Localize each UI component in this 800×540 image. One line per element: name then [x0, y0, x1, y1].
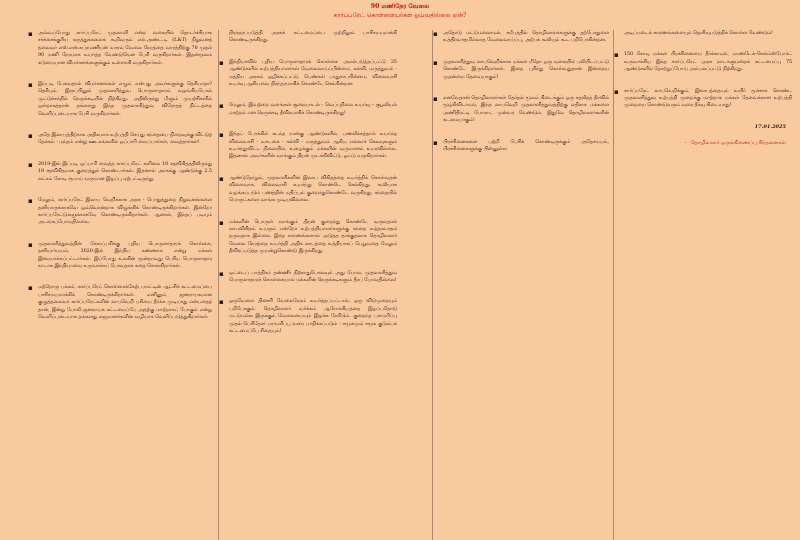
paragraph: [219, 102, 397, 117]
paragraph: [219, 270, 397, 285]
paragraph-text: அதோடு மட்டுமல்லாமல், சமீபத்தில் தொழிலாளர்களுக்கு தற்போதுள்ள உத்திரவாதமில்லாத வேலைவாய்ப்பு, அற்பக் கூலியும் கூட பறிபோகின்றன.: [443, 31, 609, 44]
paragraph-text: முதலாளித்துவ லாபவெறிக்காக மக்கள் மீதோ ஒரு வகையில் பலியிடப்பட்டு கொண்டே இருக்கிறார்கள். இதை புரிந்து கொள்வதுதான் இன்றைய முதன்மை தேவையாகும்!: [443, 59, 609, 80]
paragraph: [219, 131, 397, 161]
bullet-icon: ▪: [28, 159, 33, 169]
paragraph-text: இந்தப் போக்கில் கடந்த நான்கு ஆண்டுகளில், பணவீக்கத்தால் உயர்ந்த விலைவாசி - வாடகை - கல்வி - மருத்துவம் ஆகிய எல்லாச் செலவுகளும் உயர்ந்துவிட்ட நிலையில், உழைக்கும் மக்களின் வருமானம் உயரவில்லை. இதனால் அவர்களின் வாங்கும் திறன் முடக்கிவிட்டு, ஓட்டு வருகிறார்கள்.: [229, 132, 397, 160]
paragraph-text: ஒட்டைப் பாத்திரம் தண்ணீர் நிற்காதுபோலவும் அது போல, முதலாளித்துவ பொருளாதாரக் கொள்கையால் மக்களின் நெருக்கடிகளும் தீரப் போவதில்லை!: [229, 270, 397, 283]
bullet-icon: ▪: [219, 57, 224, 67]
paragraph: [28, 284, 212, 321]
paragraph-text: அதே இலாபத்திற்காக அதிகமாக உற்பத்தி செய்து சந்தையை நிறைவுக்கு விட்டுத் தேக்கம் - மந்தம் என்று ஊடகங்களில் ஒப்பாரி வைப்பார்கள், வைத்தார்கள்!: [38, 133, 212, 146]
page-title: 90 மணிநேர வேலை: [370, 3, 430, 10]
paragraph: [433, 95, 609, 125]
paragraph-text: ஆண்டுதோறும், முதலாளிகளின் இலாப விகிதத்தை உயர்த்திக் கொள்வதன் விளைவாக, விலைவாசி உயர்ந்து கொண்டே செல்கிறது. கூலியாக வழங்கப்படும் பணத்தின் மதிப்பும் குறைந்துகொண்டே வருகிறது. சந்தையில் பொருட்களை வாங்க முடியவில்லை.: [229, 175, 397, 204]
paragraph: [433, 139, 609, 154]
paragraph: [28, 30, 212, 67]
bullet-icon: ▪: [28, 239, 33, 249]
bullet-icon: ▪: [614, 50, 619, 60]
paragraph-text: முதலாளித்துவத்தின் கோரப்பசிக்கு புதிய பொருளாதாரக் கொள்கை, தனியார்மயம், 2020-இல் இந்திய கண்ணாக என்று மக்கள் இரையாக்கப்பட்டார்கள். இப்போது உலகின் மூன்றாவது பெரிய பொருளாதார நாடாக இந்தியாவை உருவாக்கப் போவதாக கதை சொல்கிறார்கள்.: [38, 241, 212, 269]
column-1: [28, 30, 212, 540]
paragraph: [219, 59, 397, 89]
paragraph-text: அவ்வப்போது கார்ப்பரேட் முதலாளி என்ற வகையில் தொடர்ச்சியாக சர்ச்சைக்குரிய கருத்துக்களைக் கூறிவரும் எல்.அண்ட்.டி (L&T) நிறுவனத் தலைவர் எஸ்.என்.சுப்ரமணியன் வாரம் வேலை நேரத்தை வாரத்திற்கு 70 முதல் 90 மணி நேரமாக உயர்த்த வேண்டுமென பேசி வருகிறார்கள். இதன்மூலம் கடுமையான விமர்சனங்களுக்கும் உள்ளாகி வருகிறார்கள்.: [38, 31, 212, 66]
paragraph-text: 2019-இல் இப்படி ஒப்பாரி வைத்த கார்ப்பரேட் களிலை 10 சதவிகிதத்திலிருந்து 18 சதவிகிதமாக குறைத்துக் கொண்டார்கள். இதனால் அரசுக்கு ஆண்டுக்கு 2.5 லட்சம் கோடி ரூபாய் வருமான இழப்பு ஏற்பட்டிருந்து.: [38, 161, 212, 182]
paragraph-text: பிரச்சினைகளை பற்றி பேசிக் கொண்டிருக்கும் அதேசமயம், பிரச்சினைகளுக்கு பின்னுள்ள: [443, 139, 609, 153]
bullet-icon: ▪: [28, 196, 33, 206]
bullet-icon: ▪: [614, 86, 619, 96]
bullet-icon: ▪: [28, 80, 33, 90]
paragraph-text: மக்களின் பொருள் வாங்கும் திறன் குறைந்து கொண்டே வருவதால் லாபவிகிதம் உயரும் என்றோ உற்பத்தியாளர்களுக்கு சந்தை உத்தரவாதம் தருவதாக இல்லை. இந்த காரணங்களால் அடுத்த தாக்குதலாக தொழிலாளர் வேலை நேரத்தை உயர்த்தி அதிக லாபத்தை உத்தியாகப் பெறுவதை மேலும் தீவிரப்படுத்த முயன்றுகொண்டு இருக்கிறது.: [229, 219, 397, 255]
paragraph-text: 150 கோடி மக்கள் பிரச்சினையை தீர்க்காமல், மாண்டேக்-செல்ம்ஸ்போர்ட் உருவாக்கிய இந்த கார்ப்பரேட் அரசு நாடாளுமன்றக் கட்டமைப்பு 75 ஆண்டுகளில் தோற்றுப்போய் அம்பலப்பட்டு நிற்கிறது.: [624, 52, 792, 73]
bullet-icon: ▪: [219, 130, 224, 140]
paragraph: [614, 51, 792, 73]
paragraph-text: எனவேதான் தொழிலாளர்கள் தேர்தல் மூலம் கிடைக்கும் ஒரு சதவீதத் தீர்வில் மூழ்கிவிடாமல், இந்த லாபவெறி முதலாளித்துவத்திற்கு எதிராக மக்களை அணிதிரட்டி போராட முன்வர வேண்டும். இதுவே தொழிலாளர்களின் கடமையாகும்!: [443, 96, 609, 124]
bullet-icon: ▪: [219, 217, 224, 227]
paragraph: [28, 241, 212, 271]
paragraph: [219, 298, 397, 335]
bullet-icon: ▪: [433, 29, 438, 38]
paragraph: [433, 30, 609, 45]
paragraph-text: மேலும், இவற்றை வளங்கள் சூறையாடல் - வெப்பநிலை உயர்வு - சூழலியல் மாற்றம் என நெருக்கடி தீவிரமாகிக் கொண்டிருக்கிறது!: [229, 103, 397, 116]
paragraph: [219, 219, 397, 256]
bullet-icon: ▪: [433, 137, 438, 147]
bullet-icon: ▪: [28, 131, 33, 141]
paragraph-text: ஒருவேளை தினசரி வேலைநேரம் உயர்த்தப்பட்டால், ஒரு விடுமுறையும் பறிபோகும். தொழிலாளர் வர்க்கம் ஆரோக்கியத்தை இழப்பதோடு மட்டுமல்ல இருக்கும் வேலையையும் இழக்க நேரிடும். குறைந்த பராமரிப்பு முதல் பெரிதோர் பராமரிப்பு வரை பாதிக்கப்படும் - சுமுகமும் சமூக குடும்பக் கட்டமைப்பே சிதையும்!: [229, 299, 397, 334]
signature: [614, 140, 786, 146]
page-header: [0, 2, 800, 20]
paragraph: [28, 132, 212, 147]
bullet-icon: ▪: [28, 29, 33, 38]
paragraph-text: மேலும், கார்ப்பரேட் இலாப வெறிக்காக அரசு - பொதுத்துறை நிறுவனங்களை தனியாருக்காகவே ஒவ்வொன்றாக விழுங்கிக் கொண்டிருக்கிறார்கள். இன்றோ கார்ப்பரேட்டுகளுக்காகவே கொண்டிருக்கிறார்கள். ஆனால், இந்தப் படியும் அடங்கப்போவதில்லை.: [38, 198, 212, 226]
signature-text: தொழிலாளர் ஒருங்கிணைப்பு சிந்தனைகள்: [690, 139, 786, 146]
bullet-icon: ▪: [219, 297, 224, 307]
paragraph: [28, 81, 212, 118]
paragraph: [28, 161, 212, 183]
column-4: [613, 30, 792, 540]
paragraph-text: கார்ப்பரேட் லாபவெறிக்கும், இலாபத்தையும் உயிர் மூச்சாக கொண்ட முதலாளித்துவ உற்பத்தி முறைக்கு மாற்றாக மக்கள் தேவைக்கான உற்பத்தி முறையை கொண்டுவரும் வரை தீர்வு கிடையாது!: [624, 88, 792, 109]
paragraph-text: மற்றொரு பக்கம், கார்ப்பரேட் கொள்கைக்கேற்ப நாட்டின் ஆட்சிக் கட்டமைப்பை பாசிசமயமாக்கிக் கொண்டிருக்கிறார்கள். எனினும், ஜனநாயகமான குழுத்தலைவர் கார்ப்பரேட்களின் லாபவெறி பசியை தீர்க்க முடியாது என்பதைத் தான், இன்று போலி ஜனநாயக கட்டமைப்பே அதற்கு மாற்றாகப் போகும் என்று வெளிப்படையாக தங்களது எஜமானர்களின் வழியாக வெளிப்படுத்துகிறார்கள்.: [38, 285, 212, 320]
bullet-icon: ▪: [219, 173, 224, 183]
continued-text: அடிப்படைக் காரணங்களையும் தெளிவுபடுத்திக் கொள்ள வேண்டும்!: [624, 31, 773, 36]
bullet-icon: ▪: [433, 94, 438, 104]
paragraph: [28, 197, 212, 227]
continued-text: நிரந்தரப்படுத்தி அரசுக் கட்டமைப்பை முற்றிலும் பாசிசமயமாக்கி கொண்டிருக்கிறது.: [229, 31, 397, 44]
dash-icon: -: [685, 139, 687, 146]
page-subtitle: கார்ப்பரேட் கொள்ளையர்கள் ஓய்வதில்லை ஏன்?: [333, 12, 467, 19]
paragraph: [219, 175, 397, 205]
bullet-icon: ▪: [219, 268, 224, 278]
paragraph-text: இந்தியாவில் புதிய பொருளாதாரக் கொள்கை அமல்படுத்தப்பட்டு 35 ஆண்டுகளில் உற்பத்தியாளர்கள் வேலைவாய்ப்பின்மை, கல்வி, மருத்துவம் - மத்திய அரசும் ஒழிக்கப்பட்டு, பெண்கள் பாதுகாப்பின்மை, விலைவாசி உயர்வு ஆகியவை நிரந்தரமாகிக் கொண்டே செல்கின்றன.: [229, 59, 397, 88]
date-text: 17.01.2025: [754, 123, 786, 130]
bullet-icon: ▪: [219, 101, 224, 111]
column-3: [432, 30, 609, 540]
paragraph: [614, 88, 792, 110]
paragraph-text: இப்படி பேசுவதால் விமர்சனங்கள் எழும் என்பது அவர்களுக்கு தெரியாதா? தெரியும். இருப்பினும் முதலாளித்துவ பொருளாதாரம் வழங்கியபோல் முட்டுச்சந்தில் நெருக்கடியில் நிற்கிறது. அதிலிருந்து மீளும் முயற்சிகளில் ஒன்றாகத்தான் தங்களது இந்த முதலாளித்துவ விரோதத் திட்டத்தை வெளிப்படையாக பேசி வருகிறார்கள்.: [38, 82, 212, 117]
column-2: [218, 30, 397, 540]
bullet-icon: ▪: [433, 57, 438, 67]
bullet-icon: ▪: [28, 283, 33, 293]
paragraph: [433, 59, 609, 81]
